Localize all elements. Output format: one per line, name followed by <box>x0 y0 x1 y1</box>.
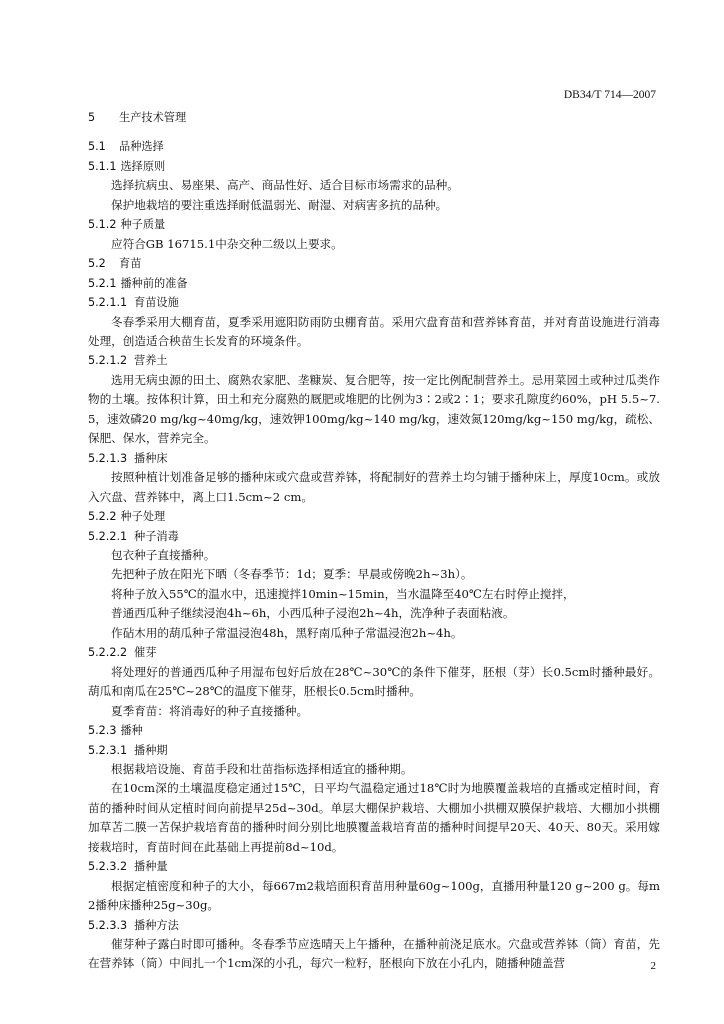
paragraph: 在10cm深的土壤温度稳定通过15℃，日平均气温稳定通过18℃时为地膜覆盖栽培的直播或定植时间，育苗的播种时间从定植时间向前提早25d~30d。单层大棚保护栽培、大棚加小拱棚双膜保护栽培、大棚加小拱棚加草苫二膜一苫保护栽培育苗的播种时间分别比地膜覆盖栽培育苗的播种时间提早20天、40天、80天。采用嫁接栽培时，育苗时间在此基础上再提前8d~10d。 <box>88 781 660 854</box>
section-heading-5-2-2-2: 5.2.2.2 催芽 <box>88 646 157 660</box>
paragraph: 根据栽培设施、育苗手段和壮苗指标选择相适宜的播种期。 <box>111 761 413 776</box>
paragraph: 包衣种子直接播种。 <box>111 547 216 562</box>
section-heading-5-2-1-3: 5.2.1.3 播种床 <box>88 451 168 465</box>
paragraph: 将种子放入55℃的温水中，迅速搅拌10min~15min，当水温降至40℃左右时停止搅拌， <box>111 586 575 601</box>
paragraph: 冬春季采用大棚育苗，夏季采用遮阳防雨防虫棚育苗。采用穴盘育苗和营养钵育苗，并对育苗设施进行消毒处理，创造适合秧苗生长发育的环境条件。 <box>88 314 660 348</box>
section-heading-5-2: 5.2 育苗 <box>88 257 142 271</box>
section-heading-5-1-1: 5.1.1 选择原则 <box>88 159 166 173</box>
paragraph: 根据定植密度和种子的大小，每667m2栽培面积育苗用种量60g~100g，直播用种量120 g~200 g。每m2播种床播种25g~30g。 <box>88 878 660 913</box>
section-heading-5-1-2: 5.1.2 种子质量 <box>88 218 166 232</box>
section-heading-5-2-1: 5.2.1 播种前的准备 <box>88 276 188 290</box>
paragraph: 催芽种子露白时即可播种。冬春季节应选晴天上午播种，在播种前浇足底水。穴盘或营养钵（筒）育苗，先在营养钵（筒）中间扎一个1cm深的小孔，每穴一粒籽，胚根向下放在小孔内，随播种随盖营 <box>88 937 660 971</box>
paragraph: 应符合GB 16715.1中杂交种二级以上要求。 <box>111 236 343 251</box>
paragraph: 作砧木用的葫瓜种子常温浸泡48h，黑籽南瓜种子常温浸泡2h~4h。 <box>111 625 463 640</box>
section-heading-5-2-3-2: 5.2.3.2 播种量 <box>88 860 168 874</box>
document-code: DB34/T 714—2007 <box>563 89 656 101</box>
paragraph: 按照种植计划准备足够的播种床或穴盘或营养钵，将配制好的营养土均匀铺于播种床上，厚度10cm。或放入穴盘、营养钵中，离上口1.5cm~2 cm。 <box>88 470 660 504</box>
document-body <box>88 108 660 974</box>
paragraph: 选用无病虫源的田土、腐熟农家肥、垄糠炭、复合肥等，按一定比例配制营养土。忌用菜园土或种过瓜类作物的土壤。按体积计算，田土和充分腐熟的厩肥或堆肥的比例为3∶2或2∶1；要求孔隙度约60%，pH 5.5~7.5，速效磷20 mg/kg~40mg/kg，速效钾100mg/kg~140 mg/kg，速效氮120mg/kg~150 mg/kg，疏松、保肥、保水，营养完全。 <box>88 372 660 446</box>
paragraph: 先把种子放在阳光下晒（冬春季节：1d；夏季：早晨或傍晚2h~3h）。 <box>111 567 473 582</box>
paragraph: 选择抗病虫、易座果、高产、商品性好、适合目标市场需求的品种。 <box>111 178 459 193</box>
section-heading-5-2-1-2: 5.2.1.2 营养土 <box>88 354 168 368</box>
paragraph: 夏季育苗：将消毒好的种子直接播种。 <box>111 703 309 718</box>
paragraph: 保护地栽培的要注重选择耐低温弱光、耐湿、对病害多抗的品种。 <box>111 197 448 212</box>
paragraph: 将处理好的普通西瓜种子用湿布包好后放在28℃~30℃的条件下催芽，胚根（芽）长0.5cm时播种最好。葫瓜和南瓜在25℃~28℃的温度下催芽，胚根长0.5cm时播种。 <box>88 664 660 699</box>
section-heading-5-2-3-3: 5.2.3.3 播种方法 <box>88 918 179 932</box>
section-heading-5-2-1-1: 5.2.1.1 育苗设施 <box>88 296 179 310</box>
paragraph: 普通西瓜种子继续浸泡4h~6h，小西瓜种子浸泡2h~4h，洗净种子表面粘液。 <box>111 606 515 621</box>
section-heading-5-2-3-1: 5.2.3.1 播种期 <box>88 743 168 757</box>
section-heading-5-2-3: 5.2.3 播种 <box>88 724 143 738</box>
page-number: 2 <box>650 960 656 972</box>
section-heading-5-1: 5.1 品种选择 <box>88 140 164 154</box>
section-heading-5-2-2: 5.2.2 种子处理 <box>88 510 166 524</box>
section-heading-5-2-2-1: 5.2.2.1 种子消毒 <box>88 529 179 543</box>
section-heading-5: 5 生产技术管理 <box>88 111 187 124</box>
